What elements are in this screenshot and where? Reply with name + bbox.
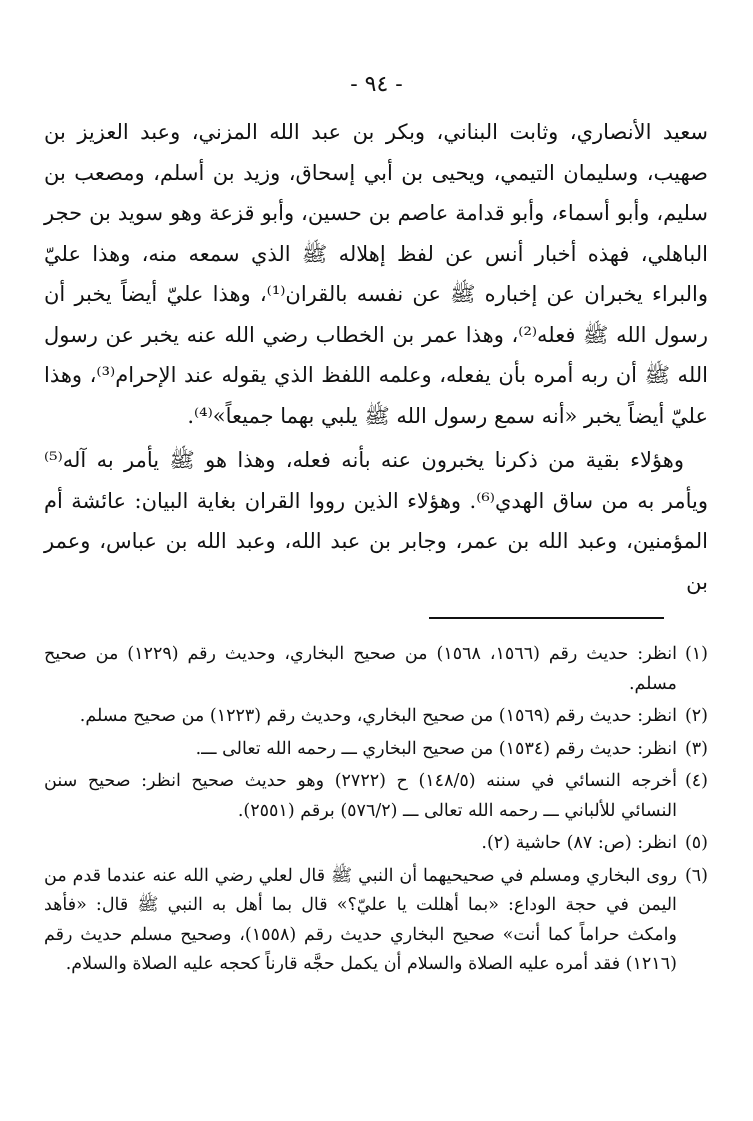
footnote-number: (٤)	[684, 771, 708, 791]
footnote-4	[44, 767, 708, 826]
footnote-text: انظر: حديث رقم (١٥٦٦، ١٥٦٨) من صحيح البخاري، وحديث رقم (١٢٢٩) من صحيح مسلم.	[44, 644, 677, 694]
footnote-1	[44, 640, 708, 699]
footnote-divider	[429, 617, 664, 619]
footnote-text: روى البخاري ومسلم في صحيحيهما أن النبي ﷺ قال لعلي رضي الله عنه عندما قدم من اليمن في حجة الوداع: «بما أهللت يا عليّ؟» قال بما أهل به النبي ﷺ قال: «فأهد وامكث حراماً كما أنت» صحيح البخاري حديث رقم (١٥٥٨)، وصحيح مسلم حديث رقم (١٢١٦) فقد أمره عليه الصلاة والسلام أن يكمل حجَّه قارناً كحجه عليه الصلاة والسلام.	[44, 865, 677, 974]
footnote-5	[44, 829, 708, 859]
footnote-number: (٢)	[684, 706, 708, 726]
footnote-text: انظر: (ص: ٨٧) حاشية (٢).	[481, 833, 677, 853]
body-paragraph-2: وهؤلاء بقية من ذكرنا يخبرون عنه بأنه فعله، وهذا هو ﷺ يأمر به آله⁽⁵⁾ ويأمر به من ساق الهدي⁽⁶⁾. وهؤلاء الذين رووا القران بغاية البيان: عائشة أم المؤمنين، وعبد الله بن عمر، وجابر بن عبد الله، وعبد الله بن عباس، وعمر بن	[44, 448, 708, 594]
page-number: - ٩٤ -	[350, 72, 403, 97]
main-text	[44, 112, 708, 602]
footnote-6	[44, 862, 708, 980]
footnote-number: (٦)	[684, 865, 708, 886]
footnotes	[44, 640, 708, 983]
body-paragraph-1: سعيد الأنصاري، وثابت البناني، وبكر بن عبد الله المزني، وعبد العزيز بن صهيب، وسليمان التيمي، ويحيى بن أبي إسحاق، وزيد بن أسلم، ومصعب بن سليم، وأبو أسماء، وأبو قدامة عاصم بن حسين، وأبو قزعة وهو سويد بن حجر الباهلي، فهذه أخبار أنس عن لفظ إهلاله ﷺ الذي سمعه منه، وهذا عليّ والبراء يخبران عن إخباره ﷺ عن نفسه بالقران⁽¹⁾، وهذا عليّ أيضاً يخبر أن رسول الله ﷺ فعله⁽²⁾، وهذا عمر بن الخطاب رضي الله عنه يخبر عن رسول الله ﷺ أن ربه أمره بأن يفعله، وعلمه اللفظ الذي يقوله عند الإحرام⁽³⁾، وهذا عليّ أيضاً يخبر «أنه سمع رسول الله ﷺ يلبي بهما جميعاً»⁽⁴⁾.	[44, 120, 709, 428]
footnote-2	[44, 702, 708, 732]
footnote-number: (٥)	[684, 833, 708, 853]
footnote-number: (١)	[684, 644, 708, 664]
footnote-3	[44, 735, 708, 765]
footnote-text: أخرجه النسائي في سننه (١٤٨/٥) ح (٢٧٢٢) وهو حديث صحيح انظر: صحيح سنن النسائي للألباني ـــ رحمه الله تعالى ـــ (٥٧٦/٢) برقم (٢٥٥١).	[44, 771, 677, 821]
footnote-number: (٣)	[684, 738, 708, 759]
footnote-text: انظر: حديث رقم (١٥٣٤) من صحيح البخاري ـــ رحمه الله تعالى ـــ.	[195, 738, 677, 759]
footnote-text: انظر: حديث رقم (١٥٦٩) من صحيح البخاري، وحديث رقم (١٢٢٣) من صحيح مسلم.	[79, 706, 677, 726]
